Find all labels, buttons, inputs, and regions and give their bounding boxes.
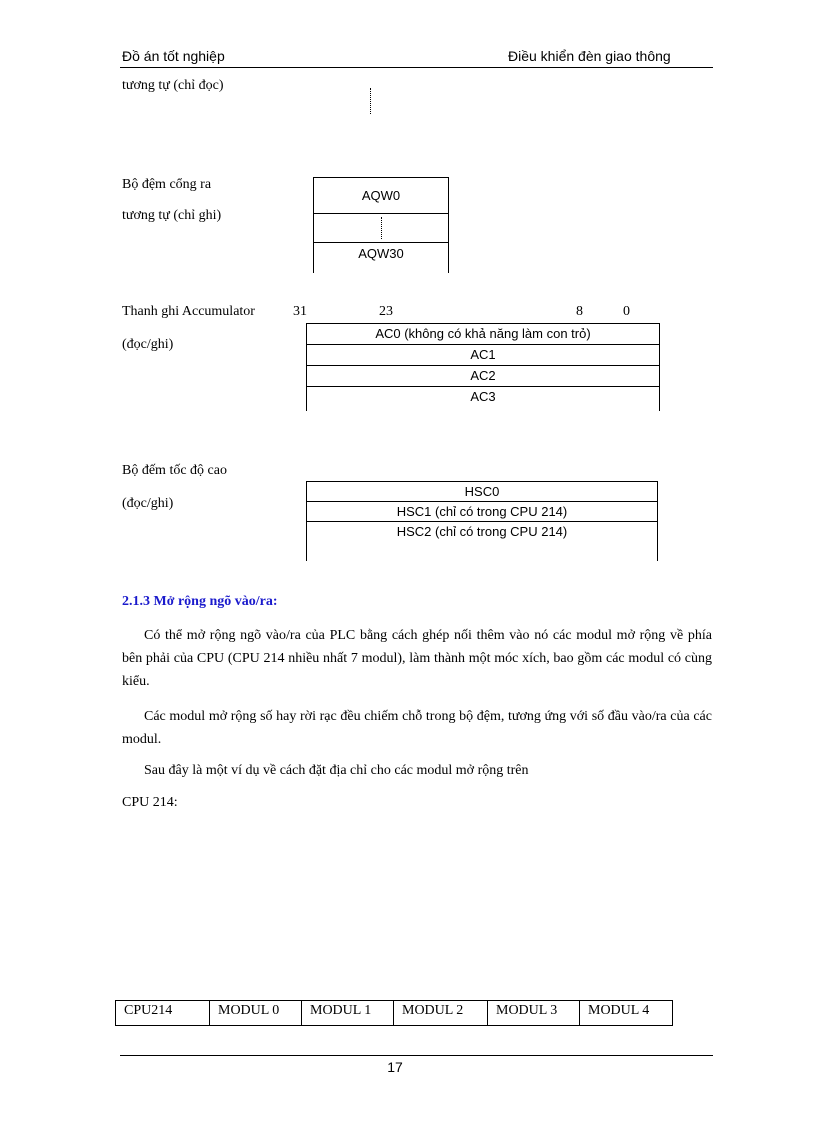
bit-31: 31 bbox=[293, 304, 307, 319]
module-cell: MODUL 2 bbox=[393, 1000, 487, 1026]
bit-8: 8 bbox=[576, 304, 583, 319]
hsc-row: HSC1 (chỉ có trong CPU 214) bbox=[396, 504, 568, 519]
analog-input-ellipsis bbox=[370, 88, 371, 114]
aqw-last: AQW30 bbox=[358, 246, 404, 261]
module-cell: MODUL 3 bbox=[487, 1000, 579, 1026]
module-cell: MODUL 1 bbox=[301, 1000, 393, 1026]
aqw-first: AQW0 bbox=[361, 188, 401, 203]
section-heading: 2.1.3 Mở rộng ngõ vào/ra: bbox=[122, 594, 278, 609]
analog-output-label-2: tương tự (chỉ ghi) bbox=[122, 208, 222, 223]
header-rule bbox=[120, 67, 713, 68]
accumulator-row: AC2 bbox=[470, 368, 496, 383]
paragraph-2: Các modul mở rộng số hay rời rạc đều chiếm chỗ trong bộ đệm, tương ứng với số đầu vào/ra của các modul. bbox=[122, 709, 712, 747]
hsc-label-2: (đọc/ghi) bbox=[122, 496, 174, 511]
hsc-label-1: Bộ đếm tốc độ cao bbox=[122, 463, 227, 478]
header-left: Đồ án tốt nghiệp bbox=[122, 48, 225, 64]
paragraph-1: Có thể mở rộng ngõ vào/ra của PLC bằng cách ghép nối thêm vào nó các modul mở rộng về phía bên phải của CPU (CPU 214 nhiều nhất 7 modul), làm thành một móc xích, bao gồm các modul có cùng kiểu. bbox=[122, 628, 712, 689]
paragraph-4: CPU 214: bbox=[122, 795, 178, 810]
analog-output-label-1: Bộ đệm cổng ra bbox=[122, 177, 212, 192]
accumulator-row: AC0 (không có khả năng làm con trỏ) bbox=[375, 326, 591, 341]
module-cell: MODUL 0 bbox=[209, 1000, 301, 1026]
hsc-row: HSC0 bbox=[464, 484, 500, 499]
accumulator-row: AC3 bbox=[470, 389, 496, 404]
accumulator-row: AC1 bbox=[470, 347, 496, 362]
bit-23: 23 bbox=[379, 304, 393, 319]
module-cell: CPU214 bbox=[115, 1000, 209, 1026]
paragraph-3: Sau đây là một ví dụ về cách đặt địa chỉ cho các modul mở rộng trên bbox=[144, 763, 529, 778]
accumulator-label-1: Thanh ghi Accumulator bbox=[122, 304, 255, 319]
bit-0: 0 bbox=[623, 304, 630, 319]
page-number: 17 bbox=[387, 1059, 403, 1075]
accumulator-label-2: (đọc/ghi) bbox=[122, 337, 174, 352]
analog-input-label: tương tự (chỉ đọc) bbox=[122, 78, 224, 93]
module-cell: MODUL 4 bbox=[579, 1000, 673, 1026]
footer-rule bbox=[120, 1055, 713, 1056]
header-right: Điều khiển đèn giao thông bbox=[508, 48, 671, 64]
hsc-row: HSC2 (chỉ có trong CPU 214) bbox=[396, 524, 568, 539]
